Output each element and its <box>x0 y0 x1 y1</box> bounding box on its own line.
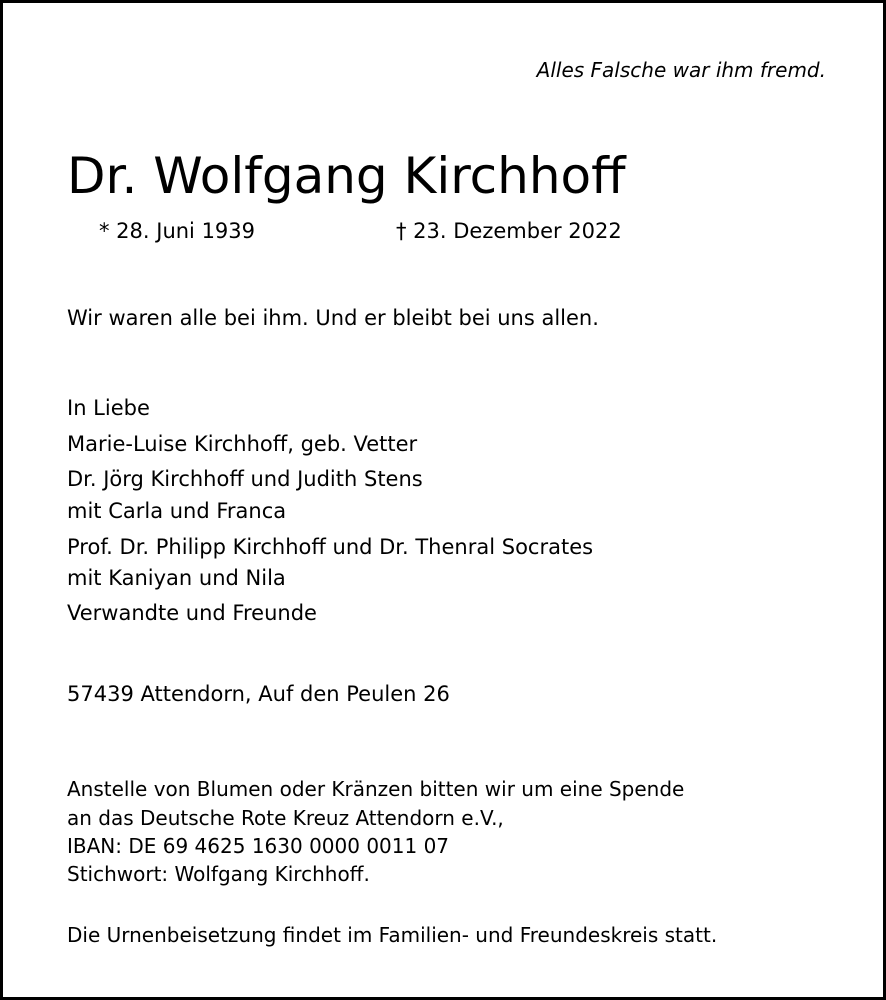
donation-line: Stichwort: Wolfgang Kirchhoff. <box>67 862 370 886</box>
mourner-line: Dr. Jörg Kirchhoff und Judith Stens <box>67 467 423 491</box>
life-dates <box>99 217 622 245</box>
mourner-line: Verwandte und Freunde <box>67 601 317 625</box>
burial-note: Die Urnenbeisetzung findet im Familien- und Freundeskreis statt. <box>67 923 718 947</box>
mourner-line: Prof. Dr. Philipp Kirchhoff und Dr. Thenral Socrates <box>67 535 594 559</box>
family-address: 57439 Attendorn, Auf den Peulen 26 <box>67 682 450 706</box>
deceased-name: Dr. Wolfgang Kirchhoff <box>67 147 626 205</box>
birth-date: * 28. Juni 1939 <box>99 219 256 243</box>
mourner-line: Marie-Luise Kirchhoff, geb. Vetter <box>67 432 418 456</box>
farewell-message: Wir waren alle bei ihm. Und er bleibt bei uns allen. <box>67 306 599 330</box>
mourner-line: In Liebe <box>67 396 150 420</box>
donation-line: an das Deutsche Rote Kreuz Attendorn e.V., <box>67 806 504 830</box>
motto-quote: Alles Falsche war ihm fremd. <box>536 58 826 82</box>
donation-line: Anstelle von Blumen oder Kränzen bitten wir um eine Spende <box>67 777 685 801</box>
mourner-line: mit Carla und Franca <box>67 499 287 523</box>
mourner-line: mit Kaniyan und Nila <box>67 566 286 590</box>
donation-line: IBAN: DE 69 4625 1630 0000 0011 07 <box>67 834 450 858</box>
death-date: † 23. Dezember 2022 <box>396 219 622 243</box>
